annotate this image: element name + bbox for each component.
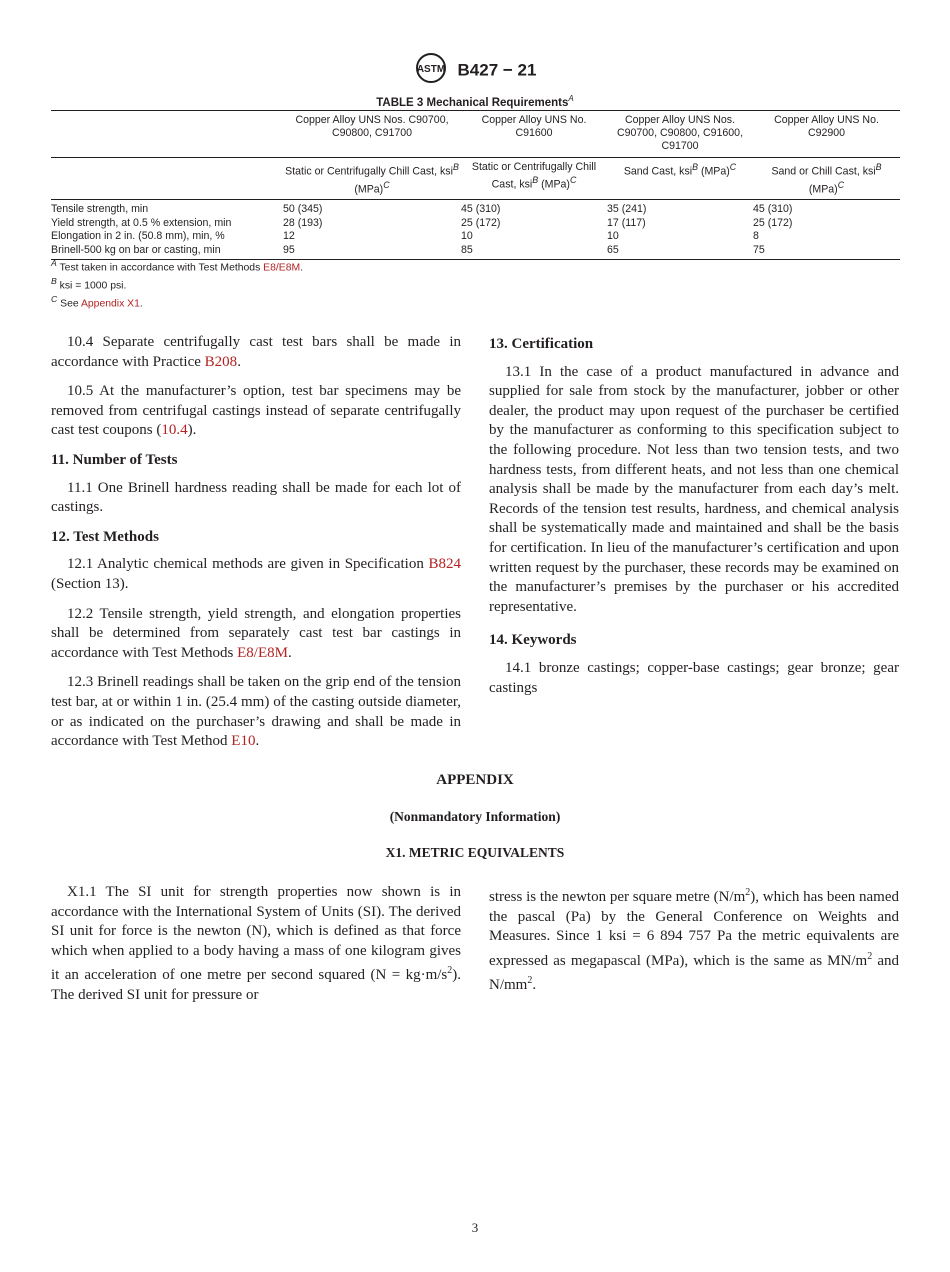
table-subheader: Static or Centrifugally Chill Cast, ksi$^B$ (MPa)$^C$ <box>461 158 607 200</box>
standard-designation: B427 − 21 <box>457 60 537 80</box>
page-number: 3 <box>471 1220 479 1235</box>
link-appendix-x1[interactable]: Appendix X1 <box>80 298 140 310</box>
table-cell: 75 <box>753 244 900 260</box>
table-cell: 25 (172) <box>753 216 793 229</box>
link-b208[interactable]: B208 <box>204 353 238 370</box>
table-row <box>51 200 900 217</box>
link-e8-e8m[interactable]: E8/E8M <box>237 644 288 661</box>
link-10-4[interactable]: 10.4 <box>161 422 188 439</box>
table-row <box>51 217 900 231</box>
link-b824[interactable]: B824 <box>428 556 461 573</box>
paragraph-x1-1: X1.1 The SI unit for strength properties now shown is in accordance with the International System of Units (SI). The derived SI unit for force is the newton (N), which is defined as that force which when applied to a body having a mass of one kilogram gives it an acceleration of one metre per second squared $(N = kg\cdot m/s^2)$. The derived SI unit for pressure or <box>51 884 461 1003</box>
heading-13: 13. Certification <box>489 336 594 352</box>
paragraph-14-1: 14.1 bronze castings; copper-base castings; gear bronze; gear castings <box>489 659 899 696</box>
paragraph-10-5: 10.5 At the manufacturer’s option, test bar specimens may be removed from centrifugal castings instead of separate centrifugally cast test coupons (10.4). <box>51 383 461 439</box>
table-cell: 65 <box>607 244 753 260</box>
heading-14: 14. Keywords <box>489 632 577 649</box>
table-cell: 12 <box>283 230 295 243</box>
footnote-c: $^C$ See Appendix X1. <box>51 293 143 310</box>
appendix-right-column <box>489 883 899 1006</box>
table-subheader: Sand or Chill Cast, ksi$^B$ (MPa)$^C$ <box>753 158 900 200</box>
paragraph-12-2: 12.2 Tensile strength, yield strength, and elongation properties shall be determined from separately cast test bar castings in accordance with Test Methods E8/E8M. <box>51 605 461 661</box>
table-subheader-empty <box>51 158 283 200</box>
paragraph-13-1: 13.1 In the case of a product manufactured in advance and supplied for sale from stock by the manufacturer, jobber or other dealer, the product may upon request of the purchaser be certified by the manufacturer as conforming to this specification subject to the following procedure. Not less than two tension tests, and two hardness tests, from different heats, and not less than one chemical analysis shall be made by the manufacturer from each day’s melt. Records of the tension test results, hardness, and chemical analysis shall be systematically made and maintained and shall be the basis for certification. In lieu of the manufacturer’s certification and upon written request by the purchaser, these records may be examined on the manufacturer’s premises by the purchaser or his accredited representative. <box>489 363 899 615</box>
table-cell: 45 (310) <box>753 203 793 216</box>
page-header <box>0 52 950 89</box>
table-col-header: Copper Alloy UNS No. C92900 <box>753 111 900 158</box>
appendix-subtitle: (Nonmandatory Information) <box>389 809 561 824</box>
footnote-b: $^B$ ksi = 1000 psi. <box>51 275 127 292</box>
row-label: Yield strength, at 0.5 % extension, min <box>51 216 232 229</box>
footnote-a: $^A$ Test taken in accordance with Test Methods E8/E8M. <box>51 258 304 274</box>
table-cell: 17 (117) <box>607 216 646 229</box>
table-cell: 25 (172) <box>461 216 501 229</box>
right-column <box>489 333 899 708</box>
appendix-title: APPENDIX <box>436 772 514 788</box>
paragraph-10-4: 10.4 Separate centrifugally cast test bars shall be made in accordance with Practice B208. <box>51 334 461 370</box>
appendix-x1-title: X1. METRIC EQUIVALENTS <box>385 845 565 860</box>
table-subheader: Static or Centrifugally Chill Cast, ksi$^B$ (MPa)$^C$ <box>283 158 461 200</box>
table-header-empty <box>51 111 283 158</box>
paragraph-x1-1-continued: stress is the newton per square metre $(N/m^2)$, which has been named the pascal (Pa) by the General Conference on Weights and Measures. Since 1 ksi = 6 894 757 Pa the metric equivalents are expressed as megapascal (MPa), which is the same as $MN/m^2$ and $N/mm^2$. <box>489 887 899 994</box>
table-footnotes <box>51 257 303 311</box>
table-cell: 8 <box>753 230 759 243</box>
logo-text: ASTM <box>416 64 445 75</box>
heading-12: 12. Test Methods <box>51 528 159 545</box>
table-cell: 50 (345) <box>283 203 323 216</box>
astm-logo-icon <box>414 52 448 89</box>
table-cell: 45 (310) <box>461 203 501 216</box>
table-col-header: Copper Alloy UNS No. C91600 <box>461 111 607 158</box>
table-cell: 85 <box>461 244 607 260</box>
table-col-header: Copper Alloy UNS Nos. C90700, C90800, C91600, C91700 <box>607 111 753 158</box>
table-cell: 10 <box>607 230 619 243</box>
row-label: Elongation in 2 in. (50.8 mm), min, % <box>51 230 225 243</box>
table-cell: 95 <box>283 244 461 260</box>
left-column <box>51 333 461 762</box>
heading-11: 11. Number of Tests <box>51 451 178 468</box>
link-e10[interactable]: E10 <box>231 733 256 750</box>
appendix-left-column <box>51 883 461 1016</box>
paragraph-12-3: 12.3 Brinell readings shall be taken on the grip end of the tension test bar, at or within 1 in. (25.4 mm) of the casting outside diameter, or as indicated on the purchaser’s drawing and shall be made in accordance with Test Method E10. <box>51 674 461 750</box>
table-cell: 35 (241) <box>607 203 647 216</box>
table-row <box>51 230 900 244</box>
table-cell: 28 (193) <box>283 216 323 229</box>
row-label: Tensile strength, min <box>51 203 149 216</box>
paragraph-11-1: 11.1 One Brinell hardness reading shall be made for each lot of castings. <box>51 479 461 516</box>
table-cell: 10 <box>461 230 473 243</box>
table-title: TABLE 3 Mechanical Requirements$^A$ <box>376 94 574 109</box>
table-col-header: Copper Alloy UNS Nos. C90700, C90800, C91700 <box>283 111 461 158</box>
table-subheader: Sand Cast, ksi$^B$ (MPa)$^C$ <box>607 158 753 200</box>
paragraph-12-1: 12.1 Analytic chemical methods are given in Specification B824 (Section 13). <box>51 556 461 592</box>
mechanical-requirements-table <box>51 110 900 260</box>
link-e8-e8m[interactable]: E8/E8M <box>263 262 301 274</box>
row-label: Brinell-500 kg on bar or casting, min <box>51 244 283 260</box>
